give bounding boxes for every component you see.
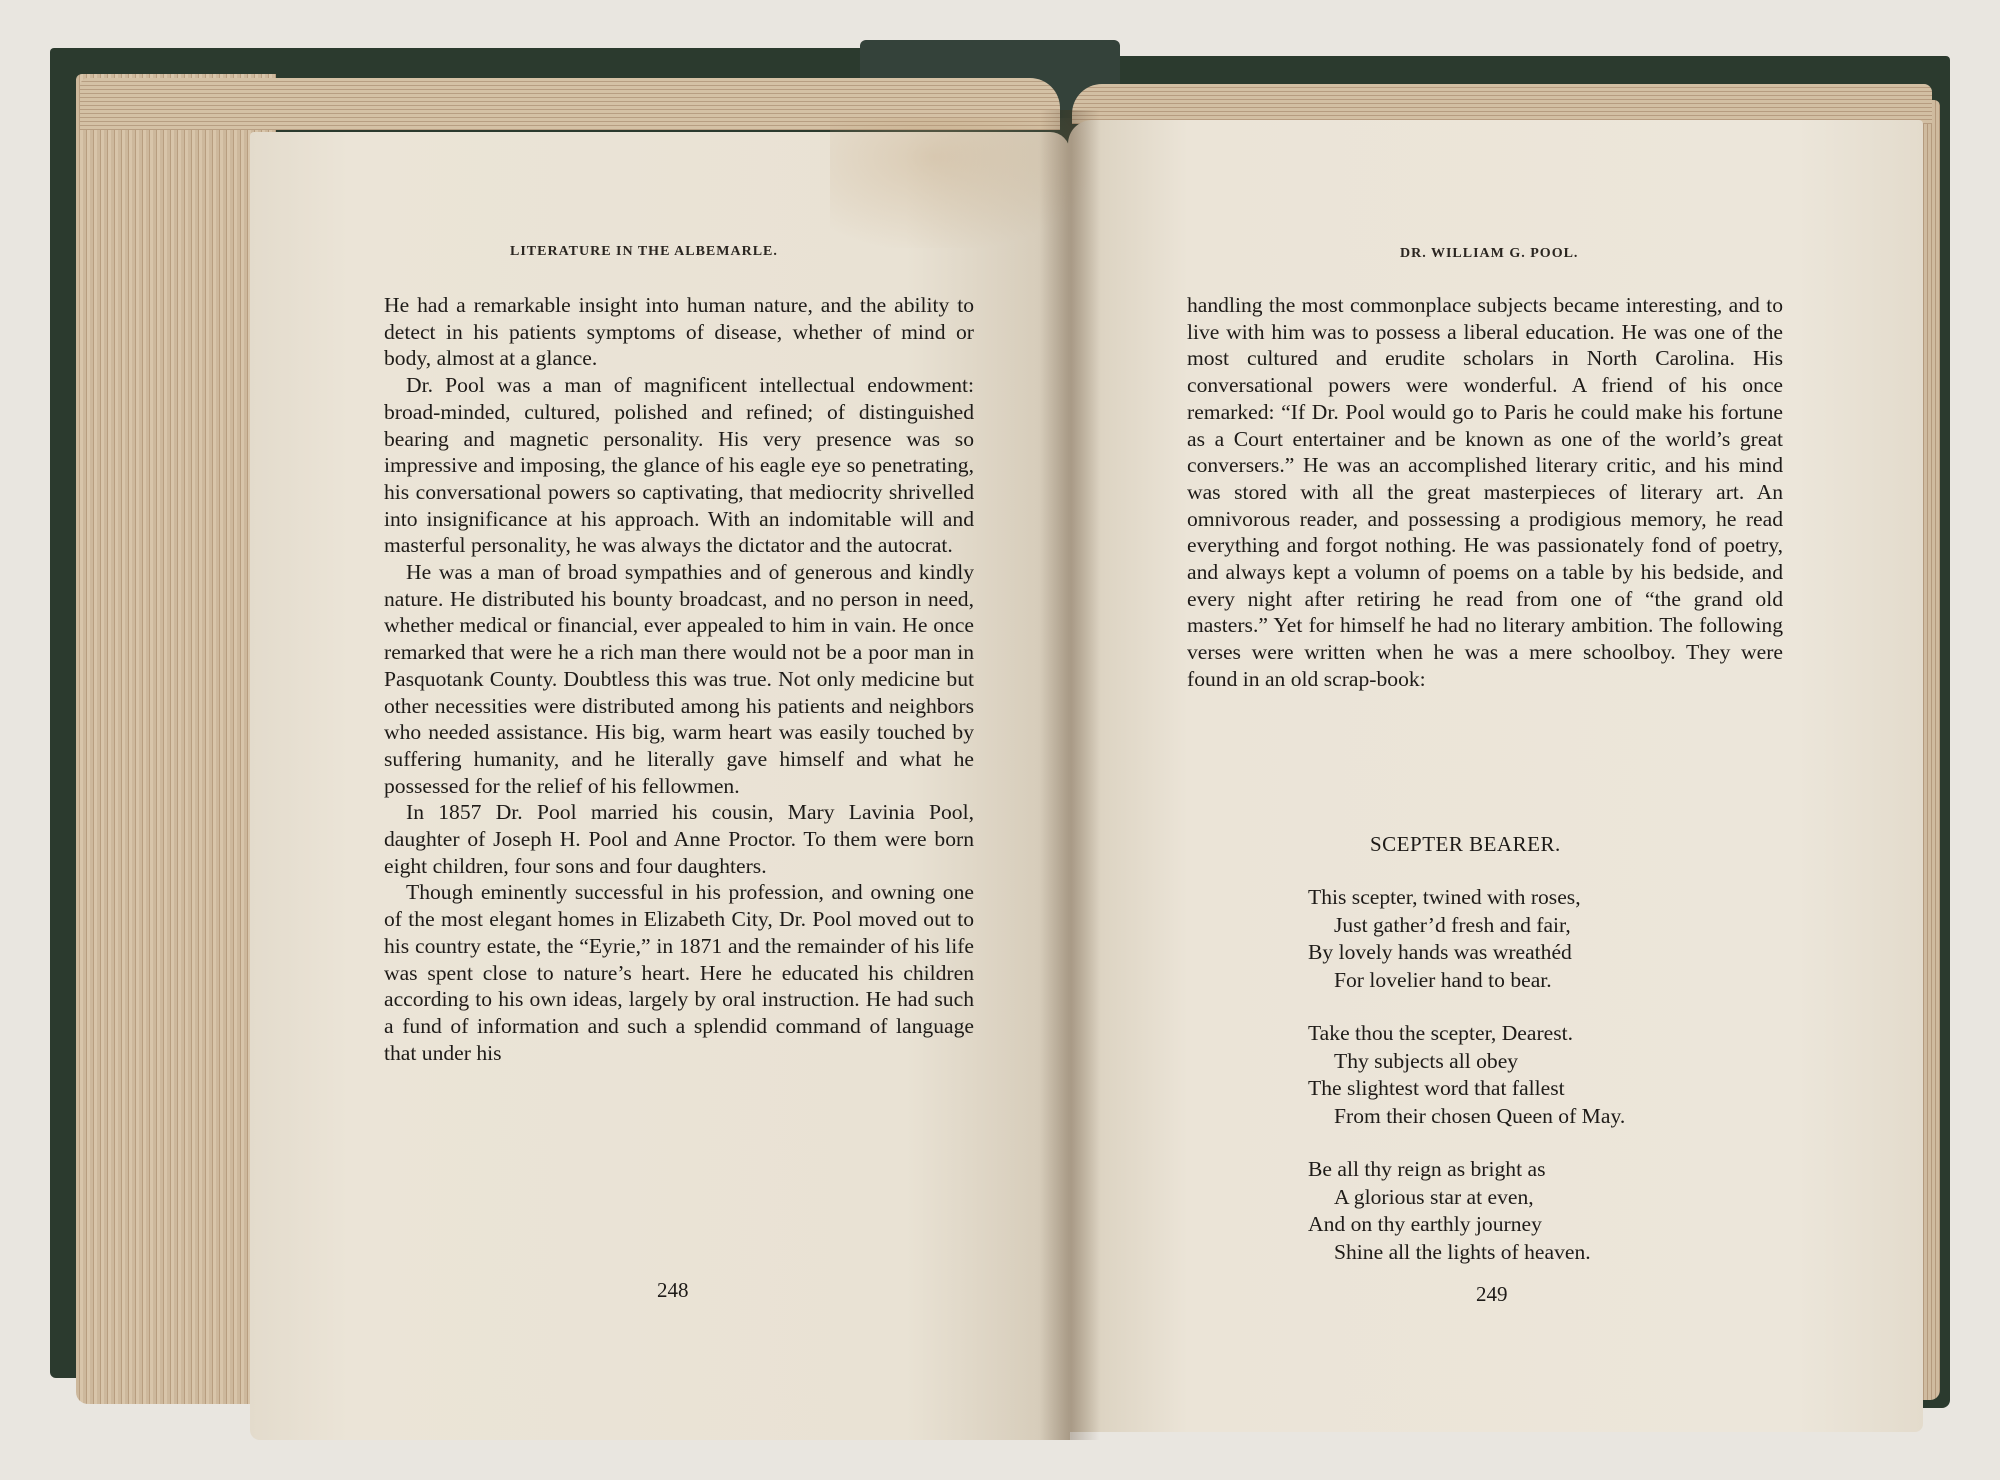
running-head-left: LITERATURE IN THE ALBEMARLE. bbox=[510, 244, 778, 259]
poem-line: A glorious star at even, bbox=[1334, 1184, 1534, 1209]
poem-line: For lovelier hand to bear. bbox=[1334, 967, 1552, 992]
page-number-left: 248 bbox=[657, 1278, 689, 1302]
book-gutter bbox=[1040, 110, 1100, 1440]
poem-stanza bbox=[1308, 884, 1768, 994]
paragraph: He was a man of broad sympathies and of generous and kindly nature. He distributed his bounty broadcast, and no person in need, whether medical or financial, ever appealed to him in vain. He once remarked that were he a rich man there would not be a poor man in Pasquotank County. Doubtless this was true. Not only medicine but other necessities were distributed among his patients and neighbors who needed assistance. His big, warm heart was easily touched by suffering humanity, and he literally gave himself and what he possessed for the relief of his fellowmen. bbox=[384, 560, 974, 798]
poem-line: From their chosen Queen of May. bbox=[1334, 1103, 1626, 1128]
running-head-right: DR. WILLIAM G. POOL. bbox=[1400, 246, 1579, 261]
poem-line: Thy subjects all obey bbox=[1334, 1048, 1519, 1073]
poem-line: Be all thy reign as bright as bbox=[1308, 1157, 1546, 1181]
poem-stanza bbox=[1308, 1020, 1768, 1130]
poem-line: Shine all the lights of heaven. bbox=[1334, 1239, 1591, 1264]
page-number-right: 249 bbox=[1476, 1282, 1508, 1306]
poem-line: And on thy earthly journey bbox=[1308, 1212, 1542, 1236]
poem-line: The slightest word that fallest bbox=[1308, 1076, 1565, 1100]
paragraph: He had a remarkable insight into human nature, and the ability to detect in his patients symptoms of disease, whether of mind or body, almost at a glance. bbox=[384, 293, 974, 371]
right-page-text bbox=[1187, 292, 1783, 693]
poem-line: Take thou the scepter, Dearest. bbox=[1308, 1021, 1574, 1045]
paragraph: handling the most commonplace subjects became interesting, and to live with him was to possess a liberal education. He was one of the most cultured and erudite scholars in North Carolina. His conversational powers were wonderful. A friend of his once remarked: “If Dr. Pool would go to Paris he could make his fortune as a Court entertainer and be known as one of the world’s great conversers.” He was an accomplished literary critic, and his mind was stored with all the great masterpieces of literary art. An omnivorous reader, and possessing a prodigious memory, he read everything and forgot nothing. He was passionately fond of poetry, and always kept a volumn of poems on a table by his bedside, and every night after retiring he read from one of “the grand old masters.” Yet for himself he had no literary ambition. The following verses were written when he was a mere schoolboy. They were found in an old scrap-book: bbox=[1187, 293, 1783, 691]
poem-stanza bbox=[1308, 1156, 1768, 1266]
paragraph: In 1857 Dr. Pool married his cousin, Mary Lavinia Pool, daughter of Joseph H. Pool and Anne Proctor. To them were born eight children, four sons and four daughters. bbox=[384, 800, 974, 878]
poem-line: Just gather’d fresh and fair, bbox=[1334, 912, 1571, 937]
poem-line: By lovely hands was wreathéd bbox=[1308, 940, 1572, 964]
poem-title: SCEPTER BEARER. bbox=[1370, 832, 1561, 856]
page-edges-left bbox=[76, 74, 276, 1404]
paragraph: Though eminently successful in his profession, and owning one of the most elegant homes in Elizabeth City, Dr. Pool moved out to his country estate, the “Eyrie,” in 1871 and the remainder of his life was spent close to nature’s heart. Here he educated his children according to his own ideas, largely by oral instruction. He had such a fund of information and such a splendid command of language that under his bbox=[384, 880, 974, 1065]
page-edges-top-right bbox=[1072, 84, 1932, 124]
left-page-text bbox=[384, 292, 974, 1066]
poem-line: This scepter, twined with roses, bbox=[1308, 885, 1581, 909]
paragraph: Dr. Pool was a man of magnificent intellectual endowment: broad-minded, cultured, polished and refined; of distinguished bearing and magnetic personality. His very presence was so impressive and imposing, the glance of his eagle eye so penetrating, his conversational powers so captivating, that mediocrity shrivelled into insignificance at his approach. With an indomitable will and masterful personality, he was always the dictator and the autocrat. bbox=[384, 373, 974, 558]
